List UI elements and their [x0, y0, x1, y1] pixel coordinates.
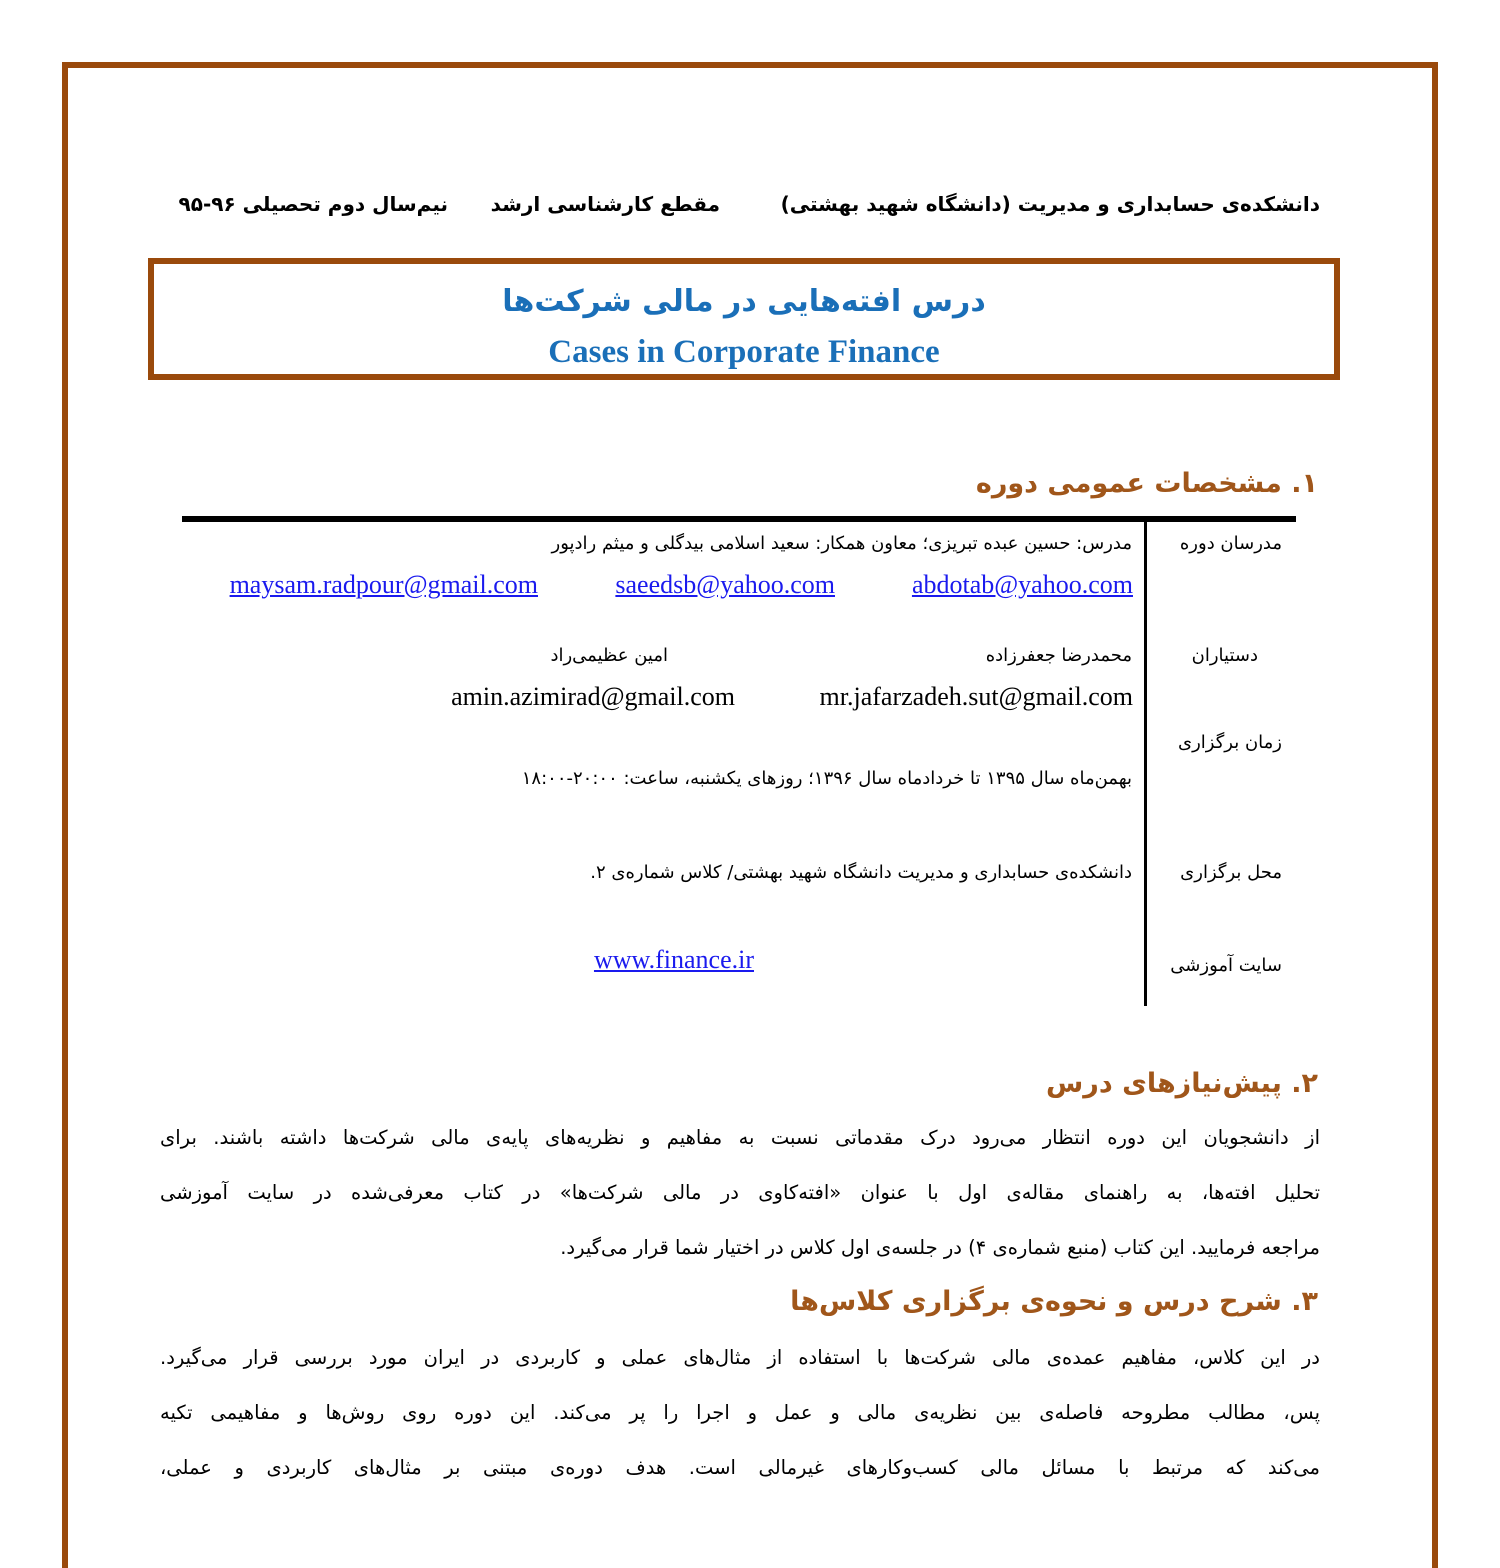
email-link-abdotab[interactable]: abdotab@yahoo.com [911, 570, 1133, 599]
email-link-radpour[interactable]: maysam.radpour@gmail.com [229, 570, 538, 599]
section3-line: پس، مطالب مطروحه فاصله‌ی بین نظریه‌ی مالی و عمل و اجرا را پر می‌کند. این دوره روی روش‌ها و مفاهیمی تکیه [160, 1401, 1320, 1424]
section2-line: از دانشجویان این دوره انتظار می‌رود درک مقدماتی نسبت به مفاهیم و نظریه‌های پایه‌ی مالی شرکت‌ها داشته باشند. برای [160, 1126, 1320, 1149]
semester-label: نیم‌سال دوم تحصیلی ۹۶-۹۵ [178, 192, 448, 216]
location-text: دانشکده‌ی حسابداری و مدیریت دانشگاه شهید بهشتی/ کلاس شماره‌ی ۲. [590, 862, 1132, 883]
level-label: مقطع کارشناسی ارشد [490, 192, 720, 216]
instructors-text: مدرس: حسین عبده تبریزی؛ معاون همکار: سعید اسلامی بیدگلی و میثم رادپور [551, 533, 1132, 554]
assistant-name-1: محمدرضا جعفرزاده [985, 645, 1132, 666]
email-link-saeedsb[interactable]: saeedsb@yahoo.com [615, 570, 835, 599]
time-text: بهمن‌ماه سال ۱۳۹۵ تا خردادماه سال ۱۳۹۶؛ روزهای یکشنبه، ساعت: ۲۰:۰۰-۱۸:۰۰ [521, 768, 1132, 789]
section2-heading: ۲. پیش‌نیازهای درس [1046, 1068, 1318, 1099]
title-box [148, 258, 1340, 380]
instructors-label: مدرسان دوره [1179, 533, 1282, 554]
website-label: سایت آموزشی [1170, 955, 1282, 976]
assistant-name-2: امین عظیمی‌راد [550, 645, 668, 666]
assistant-email-1: mr.jafarzadeh.sut@gmail.com [819, 682, 1133, 711]
section3-line: در این کلاس، مفاهیم عمده‌ی مالی شرکت‌ها با استفاده از مثال‌های عملی و کاربردی در ایران مورد بررسی قرار می‌گیرد. [160, 1346, 1320, 1369]
table-top-rule [182, 516, 1296, 522]
location-label: محل برگزاری [1180, 862, 1282, 883]
assistant-email-2: amin.azimirad@gmail.com [451, 682, 735, 711]
section3-heading: ۳. شرح درس و نحوه‌ی برگزاری کلاس‌ها [790, 1286, 1318, 1317]
faculty-label: دانشکده‌ی حسابداری و مدیریت (دانشگاه شهید بهشتی) [780, 192, 1320, 216]
section2-line: مراجعه فرمایید. این کتاب (منبع شماره‌ی ۴) در جلسه‌ی اول کلاس در اختیار شما قرار می‌گیرد. [560, 1236, 1320, 1259]
course-title-en: Cases in Corporate Finance [548, 334, 940, 370]
course-title-fa: درس افته‌هایی در مالی شرکت‌ها [502, 284, 986, 319]
section3-line: می‌کند که مرتبط با مسائل مالی کسب‌وکارهای غیرمالی است. هدف دوره‌ی مبتنی بر مثال‌های کاربردی و عملی، [160, 1456, 1320, 1479]
section2-line: تحلیل افته‌ها، به راهنمای مقاله‌ی اول با عنوان «افته‌کاوی در مالی شرکت‌ها» در کتاب معرفی‌شده در سایت آموزشی [160, 1181, 1320, 1204]
table-column-divider [1144, 516, 1147, 1006]
section1-heading: ۱. مشخصات عمومی دوره [975, 468, 1318, 499]
assistants-label: دستیاران [1191, 645, 1258, 666]
website-link[interactable]: www.finance.ir [593, 945, 754, 974]
time-label: زمان برگزاری [1178, 732, 1282, 753]
